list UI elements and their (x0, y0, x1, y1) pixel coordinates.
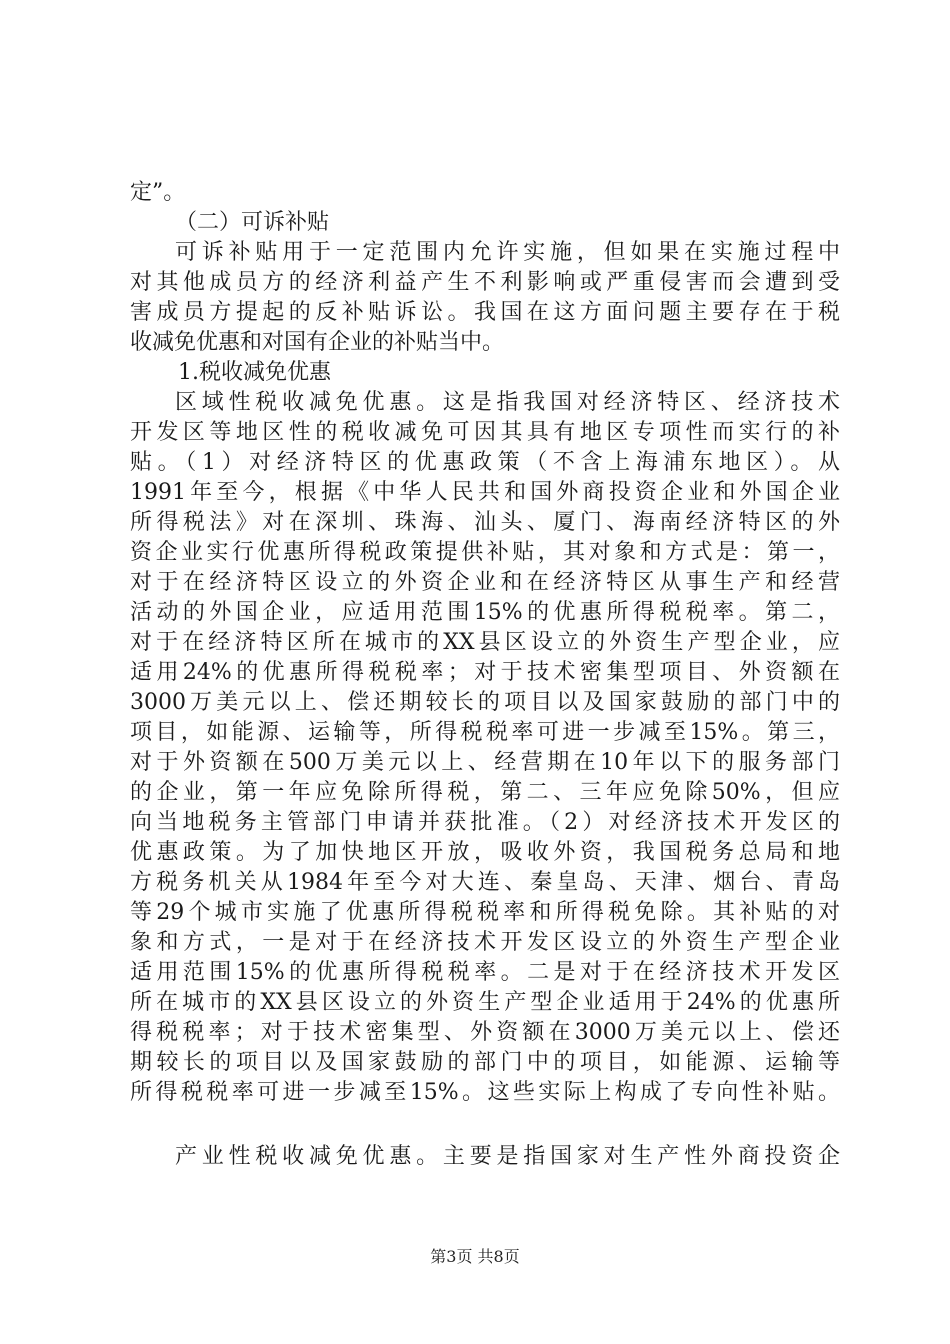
text-line: 产业性税收减免优惠。主要是指国家对生产性外商投资企 (175, 1144, 840, 1169)
text-line: 区域性税收减免优惠。这是指我国对经济特区、经济技术 (175, 390, 840, 415)
text-line: 项目，如能源、运输等，所得税税率可进一步减至15%。第三， (130, 720, 840, 745)
text-line: 贴。（1）对经济特区的优惠政策（不含上海浦东地区）。从 (130, 450, 840, 475)
text-line: 对于在经济特区所在城市的XX县区设立的外资生产型企业，应 (130, 630, 840, 655)
text-line: 定”。 (130, 180, 186, 205)
text-line: 对于外资额在500万美元以上、经营期在10年以下的服务部门 (130, 750, 840, 775)
text-line: 害成员方提起的反补贴诉讼。我国在这方面问题主要存在于税 (130, 300, 840, 325)
text-line: 资企业实行优惠所得税政策提供补贴，其对象和方式是：第一， (130, 540, 840, 565)
text-line: 象和方式，一是对于在经济技术开发区设立的外资生产型企业 (130, 930, 840, 955)
text-line: 得税税率；对于技术密集型、外资额在3000万美元以上、偿还 (130, 1020, 840, 1045)
text-line: 优惠政策。为了加快地区开放，吸收外资，我国税务总局和地 (130, 840, 840, 865)
text-line: 对于在经济特区设立的外资企业和在经济特区从事生产和经营 (130, 570, 840, 595)
text-line: 1991年至今，根据《中华人民共和国外商投资企业和外国企业 (130, 480, 840, 505)
subsection-heading: 1.税收减免优惠 (178, 360, 331, 385)
text-line: 3000万美元以上、偿还期较长的项目以及国家鼓励的部门中的 (130, 690, 840, 715)
text-line: 所得税税率可进一步减至15%。这些实际上构成了专向性补贴。 (130, 1080, 840, 1105)
text-line: 活动的外国企业，应适用范围15%的优惠所得税税率。第二， (130, 600, 840, 625)
page-number-footer: 第3页 共8页 (430, 1247, 520, 1266)
text-line: 向当地税务主管部门申请并获批准。（2）对经济技术开发区的 (130, 810, 840, 835)
text-line: 的企业，第一年应免除所得税，第二、三年应免除50%，但应 (130, 780, 840, 805)
text-line: 对其他成员方的经济利益产生不利影响或严重侵害而会遭到受 (130, 270, 840, 295)
text-line: 开发区等地区性的税收减免可因其具有地区专项性而实行的补 (130, 420, 840, 445)
text-line: 所在城市的XX县区设立的外资生产型企业适用于24%的优惠所 (130, 990, 840, 1015)
text-line: 等29个城市实施了优惠所得税税率和所得税免除。其补贴的对 (130, 900, 840, 925)
text-line: 适用范围15%的优惠所得税税率。二是对于在经济技术开发区 (130, 960, 840, 985)
text-line: 可诉补贴用于一定范围内允许实施，但如果在实施过程中 (175, 240, 840, 265)
text-line: 收减免优惠和对国有企业的补贴当中。 (130, 330, 505, 355)
text-line: 方税务机关从1984年至今对大连、秦皇岛、天津、烟台、青岛 (130, 870, 840, 895)
text-line: 适用24%的优惠所得税税率；对于技术密集型项目、外资额在 (130, 660, 840, 685)
text-line: 所得税法》对在深圳、珠海、汕头、厦门、海南经济特区的外 (130, 510, 840, 535)
section-heading: （二）可诉补贴 (175, 210, 330, 235)
text-line: 期较长的项目以及国家鼓励的部门中的项目，如能源、运输等 (130, 1050, 840, 1075)
